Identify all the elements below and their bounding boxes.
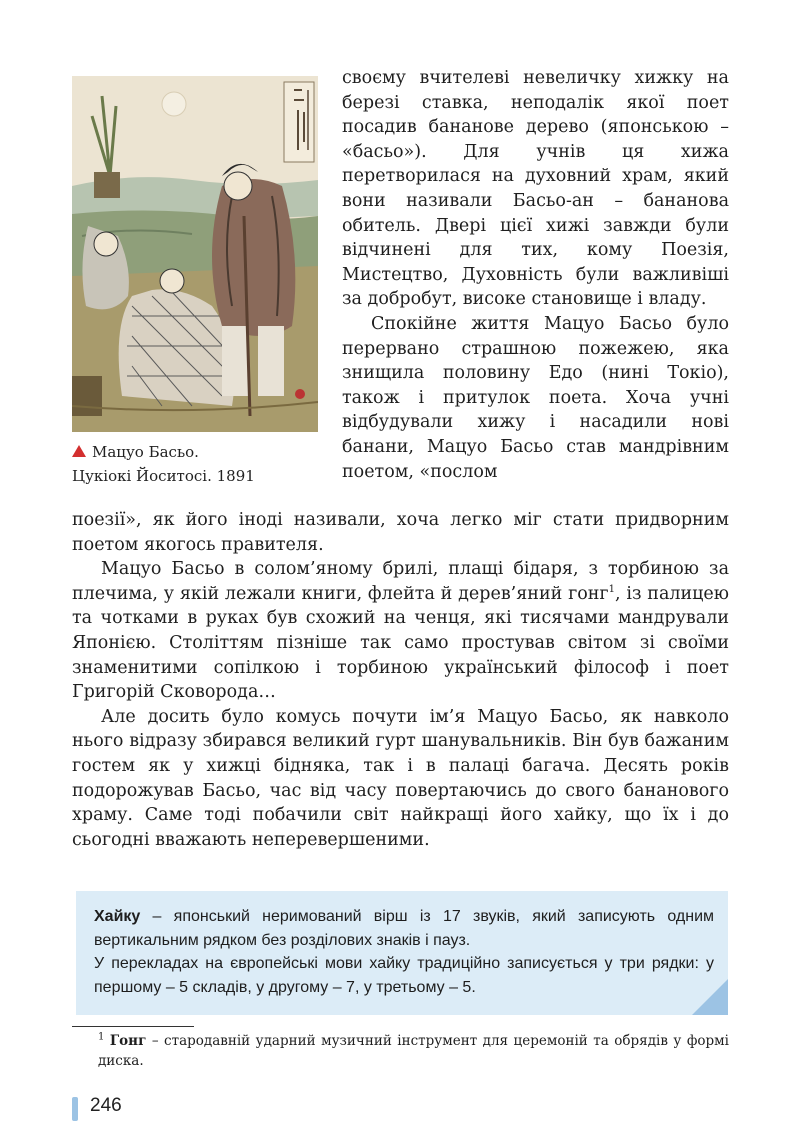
page-number-bar — [72, 1097, 78, 1121]
footnote — [72, 1031, 729, 1071]
footnote-marker[interactable]: 1 — [608, 583, 615, 595]
paragraph-3-before: Мацуо Басьо в солом’яному брилі, плащі бідаря, з торбиною за плечима, у якій лежали книги, флейта й дерев’яний гонг — [72, 559, 729, 604]
paragraph-1-continuation: своєму вчителеві невеличку хижку на березі ставка, неподалік якої поет посадив бананове дерево (японською – «басьо»). Для учнів ця хижа перетворилася на духовний храм, який вони називали Басьо-ан – бананова обитель. Двері цієї хижі завжди були відчинені для тих, кому Поезія, Мистецтво, Духовність були важливіші за добробут, високе становище і владу. — [342, 68, 729, 310]
red-triangle-icon — [72, 445, 86, 457]
footnote-term: Гонг — [109, 1033, 147, 1049]
definition-text: – японський неримований вірш із 17 звуків, який записують одним вертикальним рядком без розділових знаків і пауз. — [94, 908, 714, 949]
definition-box — [76, 891, 728, 1015]
paragraph-3-after: , із палицею та чотками в руках був схожий на ченця, які тисячами мандрували Японією. Століттям пізніше так само простував світом зі своїми знаменитими сопілкою і торбиною український філософ і поет Григорій Сковорода… — [72, 583, 730, 703]
footnote-divider — [72, 1026, 194, 1027]
figure-caption — [72, 440, 320, 488]
paragraph-2: Спокійне життя Мацуо Басьо було перервано страшною пожежею, яка знищила половину Едо (нині Токіо), також і притулок поета. Хоча учні відбудували хижу і насадили нові банани, Мацуо Басьо став мандрівним поетом, «послом — [342, 313, 729, 482]
paragraph-3 — [72, 557, 729, 705]
definition-content — [94, 905, 714, 999]
full-width-text — [72, 508, 729, 852]
footnote-number: 1 — [98, 1031, 105, 1043]
definition-term: Хайку — [94, 908, 141, 925]
footnote-definition: – стародавній ударний музичний інструмент для церемоній та обрядів у формі диска. — [98, 1033, 729, 1069]
caption-title: Мацуо Басьо. — [92, 443, 199, 461]
paragraph-2-continuation: поезії», як його іноді називали, хоча легко міг стати придворним поетом якогось правителя. — [72, 510, 729, 555]
definition-line-2: У перекладах на європейські мови хайку традиційно записується у три рядки: у першому – 5 складів, у другому – 7, у третьому – 5. — [94, 955, 714, 996]
column-text — [342, 66, 729, 484]
paragraph-4: Але досить було комусь почути ім’я Мацуо Басьо, як навколо нього відразу збирався великий гурт шанувальників. Він був бажаним гостем як у хижці бідняка, так і в палаці багача. Десять років подорожував Басьо, час від часу повертаючись до свого бананового храму. Саме тоді побачили світ найкращі його хайку, що їх і до сьогодні вважають неперевершеними. — [72, 706, 729, 850]
page-fold-corner — [692, 979, 728, 1015]
page-number: 246 — [90, 1095, 122, 1116]
caption-author: Цукіокі Йоситосі. 1891 — [72, 467, 255, 485]
footnote-text — [72, 1031, 729, 1071]
basho-woodblock-print — [72, 76, 318, 432]
definition-line-1 — [94, 905, 714, 952]
